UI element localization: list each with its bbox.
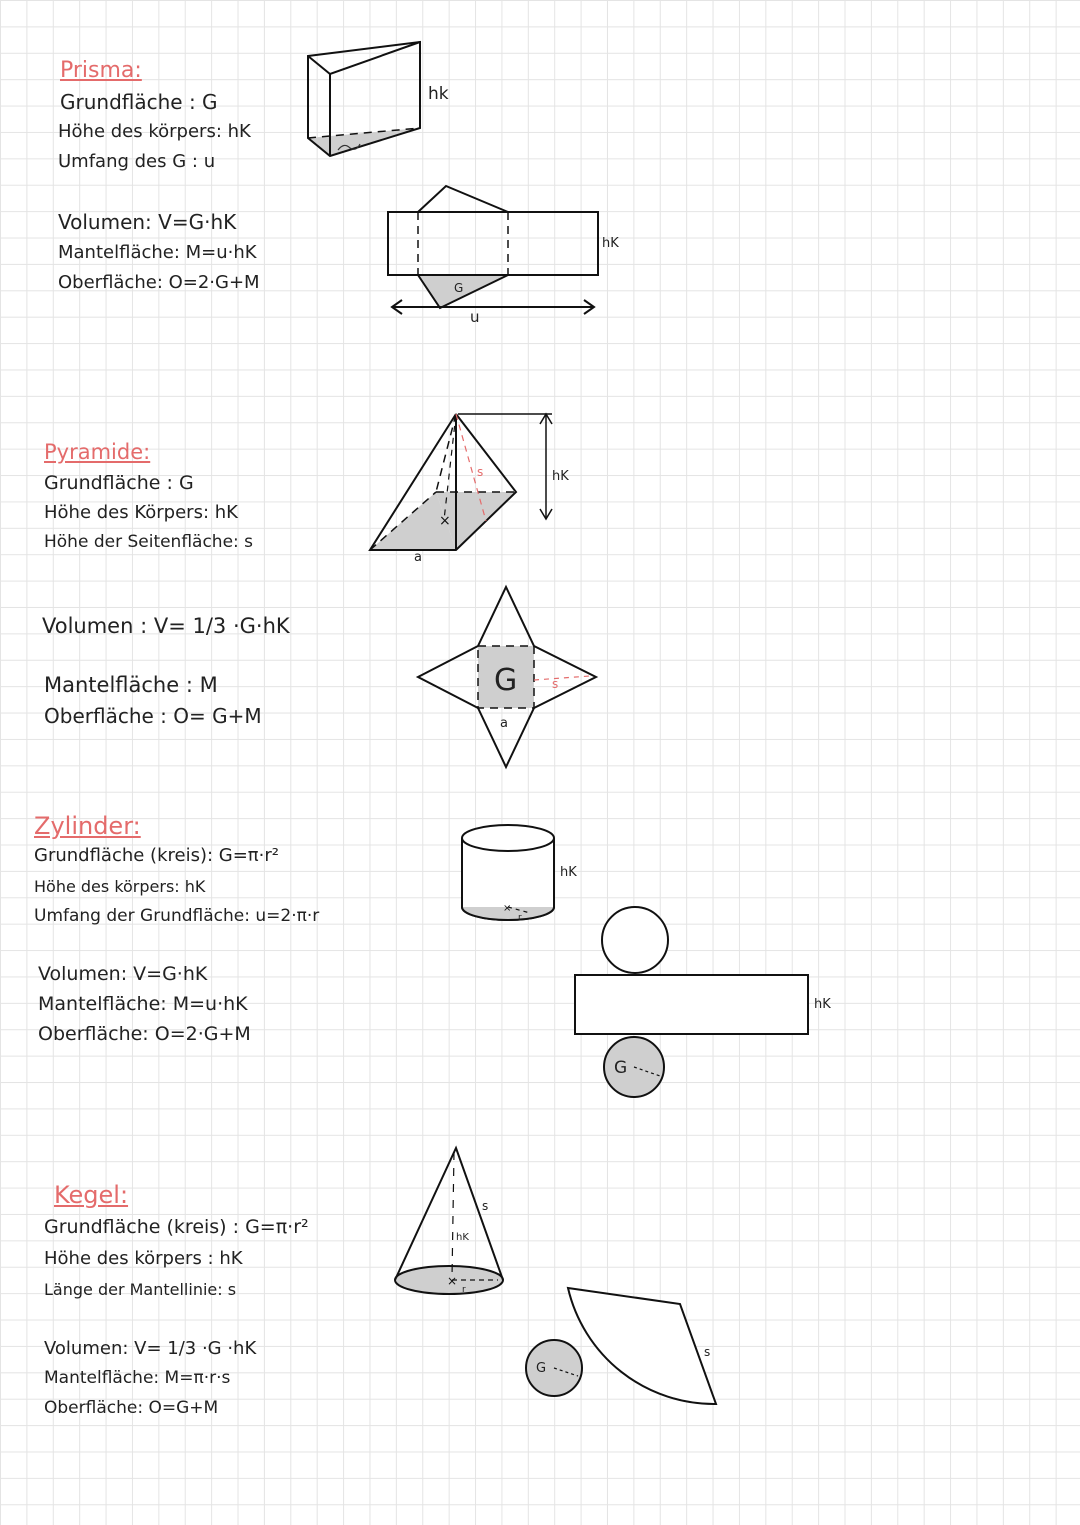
- kegel-net-label-g: G: [536, 1361, 547, 1376]
- kegel-line-grundflaeche: Grundfläche (kreis) : G=π·r²: [44, 1216, 309, 1238]
- prisma-formula-mantel: Mantelfläche: M=u·hK: [58, 242, 257, 263]
- kegel-net-label-s: s: [704, 1345, 711, 1359]
- pyramide-line-grundflaeche: Grundfläche : G: [44, 472, 194, 494]
- kegel-formula-volumen: Volumen: V= 1/3 ·G ·hK: [44, 1338, 257, 1359]
- prisma-net-label-hk: hK: [602, 236, 619, 251]
- kegel-label-hk: hK: [456, 1232, 469, 1243]
- svg-text:×: ×: [439, 513, 451, 529]
- zylinder-net-label-hk: hK: [814, 997, 831, 1012]
- pyramide-net-label-s: s: [552, 677, 559, 691]
- prisma-net-label-g: G: [454, 281, 464, 295]
- zylinder-line-hoehe: Höhe des körpers: hK: [34, 877, 206, 896]
- pyramide-formula-oberflaeche: Oberfläche : O= G+M: [44, 704, 262, 728]
- zylinder-line-umfang: Umfang der Grundfläche: u=2·π·r: [34, 906, 320, 926]
- svg-text:×: ×: [447, 1274, 458, 1288]
- svg-text:×: ×: [503, 903, 512, 914]
- pyramide-net-label-g: G: [494, 663, 518, 698]
- prisma-label-hk: hk: [428, 84, 449, 104]
- pyramide-net-label-a: a: [500, 716, 508, 731]
- prisma-line-hoehe: Höhe des körpers: hK: [58, 121, 251, 142]
- pyramide-line-seitenflaeche: Höhe der Seitenfläche: s: [44, 532, 254, 552]
- kegel-title: Kegel:: [54, 1181, 129, 1209]
- pyramide-formula-mantel: Mantelfläche : M: [44, 673, 218, 697]
- pyramide-formula-volumen: Volumen : V= 1/3 ·G·hK: [42, 614, 290, 638]
- zylinder-formula-volumen: Volumen: V=G·hK: [38, 963, 208, 985]
- prisma-line-grundflaeche: Grundfläche : G: [60, 90, 218, 114]
- prisma-net-label-u: u: [470, 308, 480, 326]
- pyramide-label-a: a: [414, 550, 422, 565]
- kegel-formula-oberflaeche: Oberfläche: O=G+M: [44, 1398, 219, 1418]
- pyramide-title: Pyramide:: [44, 440, 151, 464]
- prisma-title: Prisma:: [60, 58, 142, 83]
- zylinder-formula-oberflaeche: Oberfläche: O=2·G+M: [38, 1023, 251, 1045]
- kegel-label-s: s: [482, 1199, 489, 1213]
- kegel-label-r: r: [462, 1285, 466, 1295]
- zylinder-label-r: r: [518, 913, 522, 923]
- pyramide-label-s: s: [477, 465, 484, 479]
- kegel-formula-mantel: Mantelfläche: M=π·r·s: [44, 1368, 231, 1388]
- zylinder-line-grundflaeche: Grundfläche (kreis): G=π·r²: [34, 845, 279, 866]
- kegel-line-hoehe: Höhe des körpers : hK: [44, 1248, 243, 1269]
- zylinder-title: Zylinder:: [34, 812, 141, 840]
- prisma-formula-oberflaeche: Oberfläche: O=2·G+M: [58, 272, 260, 293]
- zylinder-label-hk: hK: [560, 865, 577, 880]
- pyramide-line-hoehe: Höhe des Körpers: hK: [44, 502, 238, 523]
- prisma-formula-volumen: Volumen: V=G·hK: [58, 210, 237, 234]
- zylinder-net-label-g: G: [614, 1058, 628, 1078]
- kegel-line-mantellinie: Länge der Mantellinie: s: [44, 1280, 237, 1299]
- pyramide-label-hk: hK: [552, 469, 569, 484]
- zylinder-formula-mantel: Mantelfläche: M=u·hK: [38, 993, 248, 1015]
- prisma-line-umfang: Umfang des G : u: [58, 151, 216, 172]
